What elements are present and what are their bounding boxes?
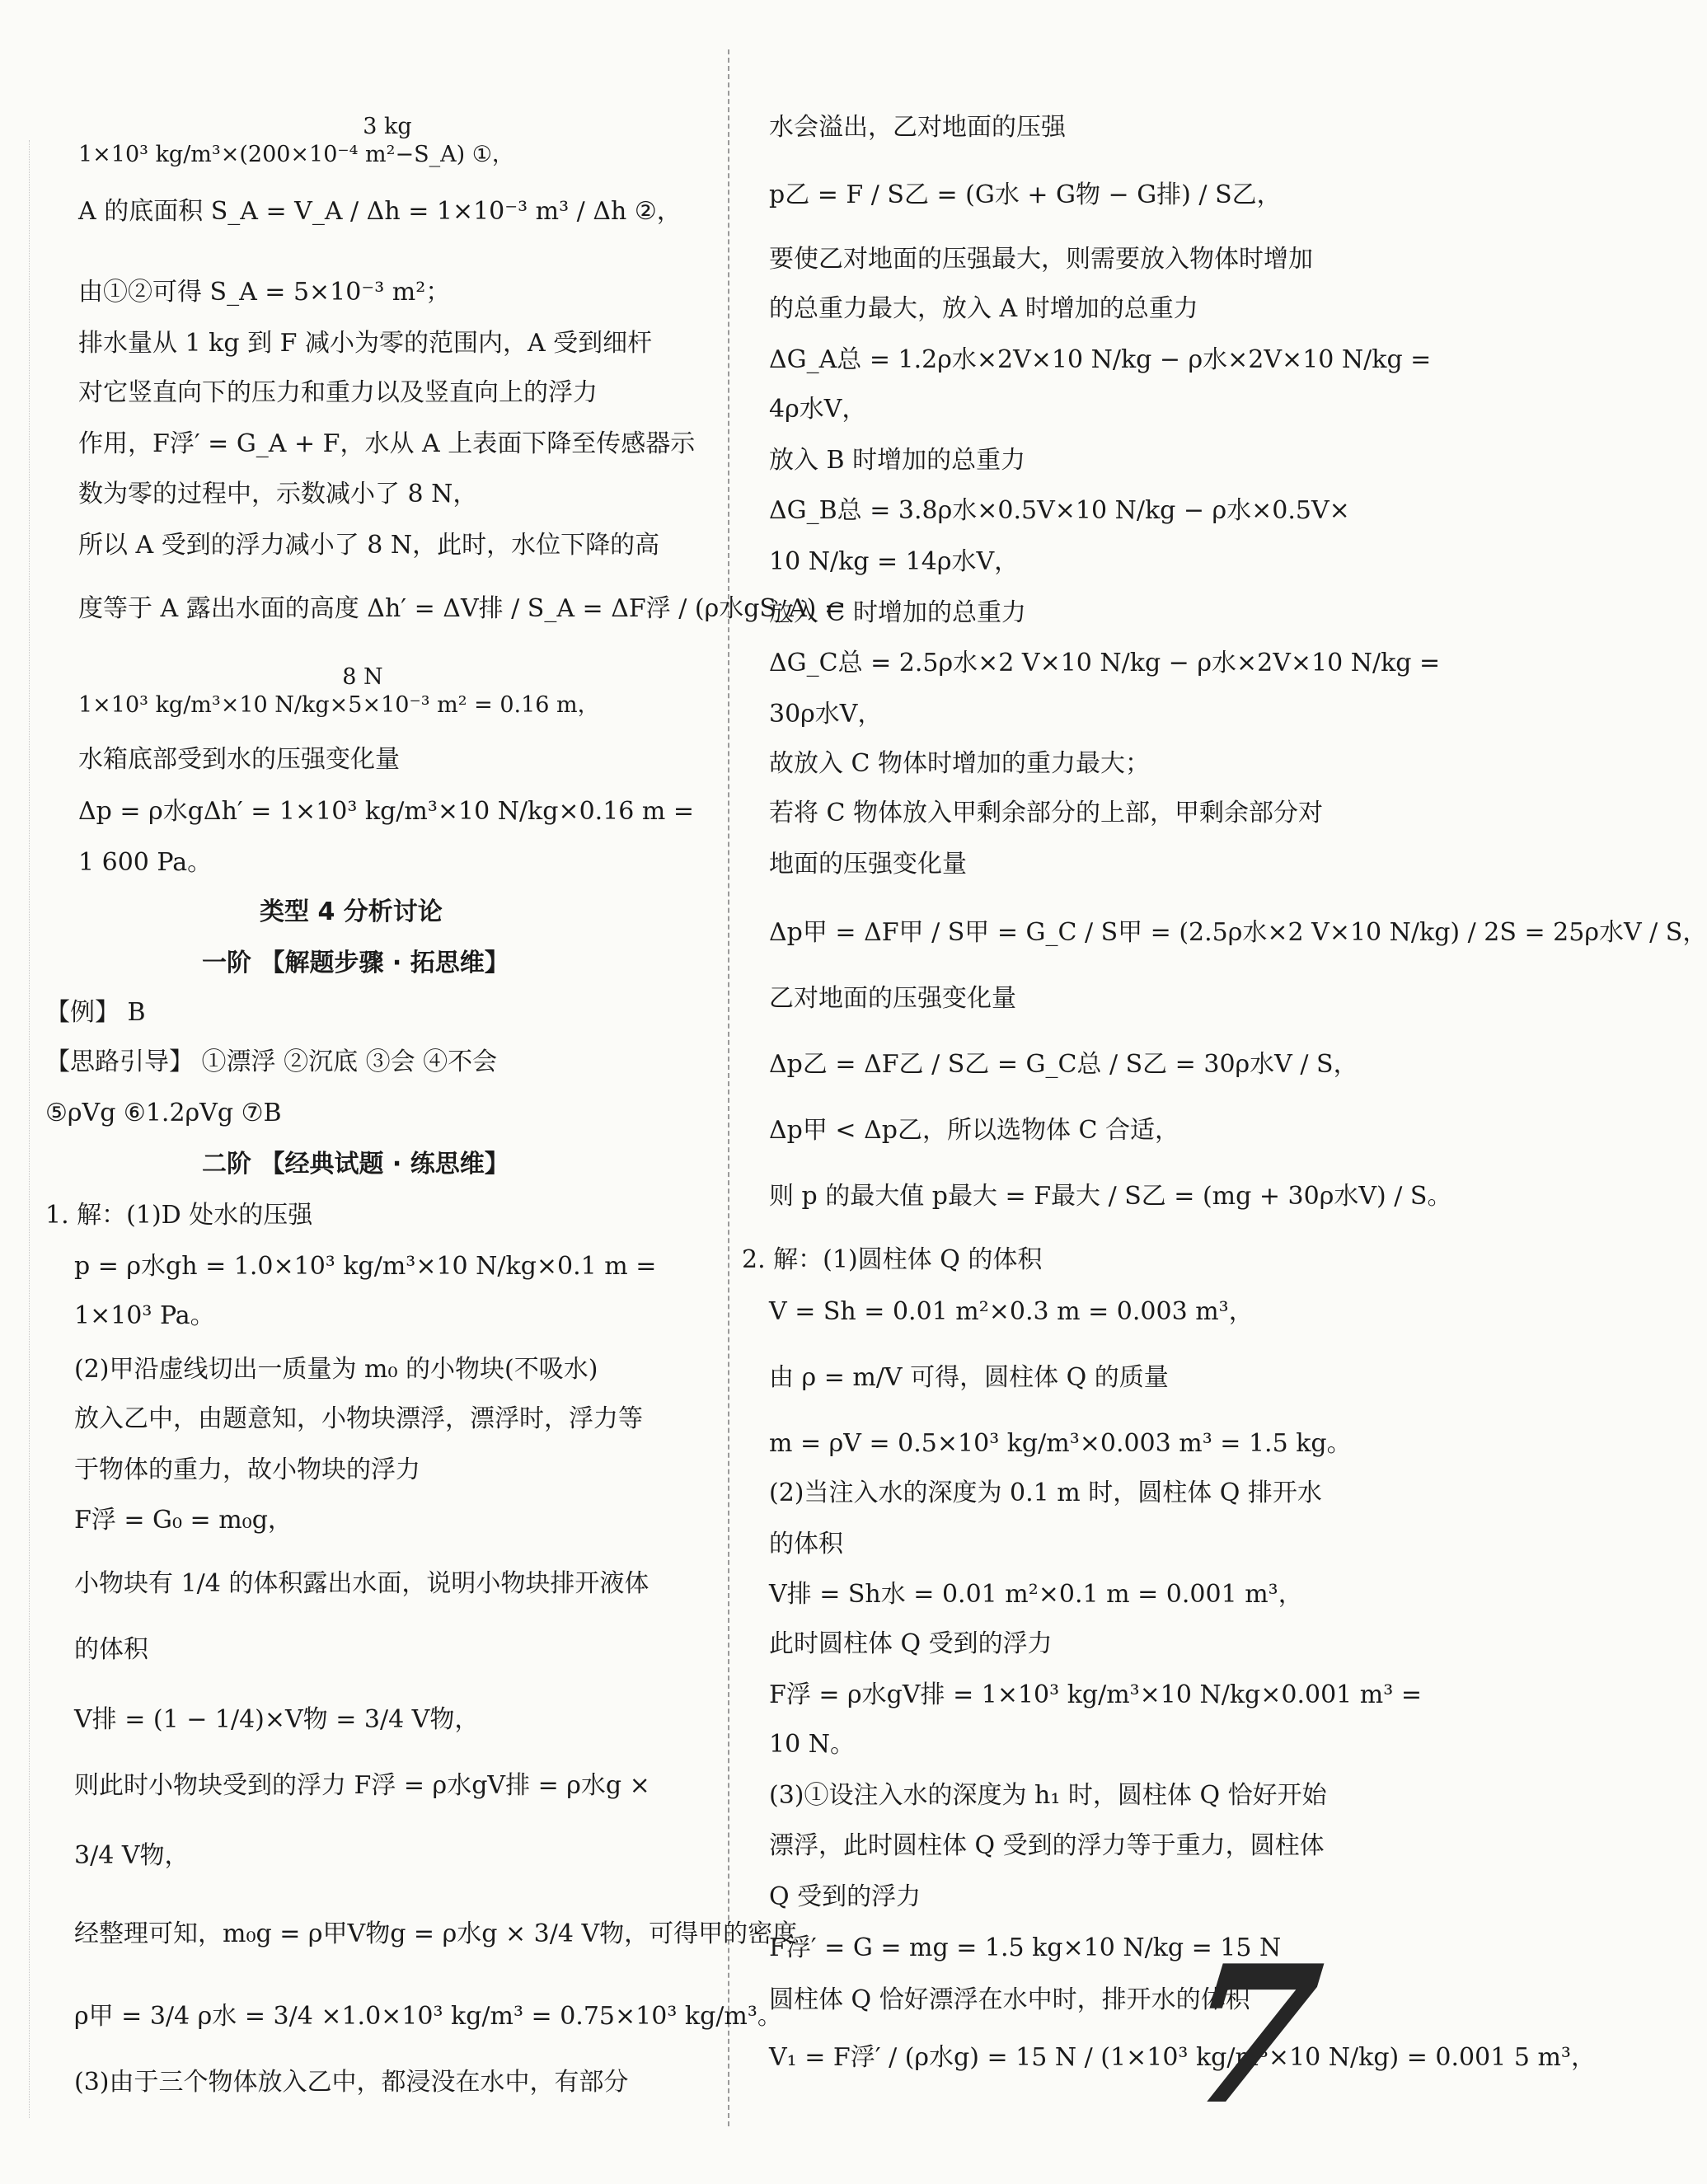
text-line: 由 ρ = m/V 可得，圆柱体 Q 的质量 [769,1363,1169,1392]
text-line: 水会溢出，乙对地面的压强 [769,113,1066,142]
text-line: 1×10³ Pa。 [74,1301,215,1330]
text-line: 所以 A 受到的浮力减小了 8 N，此时，水位下降的高 [78,531,660,560]
text-line: Δp = ρ水gΔh′ = 1×10³ kg/m³×10 N/kg×0.16 m = [78,797,695,826]
hint-line: ⑤ρVg ⑥1.2ρVg ⑦B [45,1099,282,1127]
fraction-denominator: 1×10³ kg/m³×(200×10⁻⁴ m²−S_A) ①， [78,142,514,167]
text-line: 的体积 [769,1530,843,1558]
text-line: F浮 = G₀ = m₀g， [74,1506,293,1535]
text-line: 地面的压强变化量 [769,850,967,879]
text-line: 的总重力最大，放入 A 时增加的总重力 [769,294,1198,323]
example-answer: 【例】 B [45,998,146,1027]
text-line: ΔG_A总 = 1.2ρ水×2V×10 N/kg − ρ水×2V×10 N/kg = [769,345,1432,374]
text-line: (3)①设注入水的深度为 h₁ 时，圆柱体 Q 恰好开始 [769,1781,1327,1810]
text-line: 4ρ水V， [769,395,867,424]
text-line: 放入乙中，由题意知，小物块漂浮，漂浮时，浮力等 [74,1404,643,1433]
text-line: 10 N/kg = 14ρ水V， [769,547,1020,576]
text-line: 作用，F浮′ = G_A + F，水从 A 上表面下降至传感器示 [78,429,696,458]
text-line: 30ρ水V， [769,700,883,729]
fraction-denominator: 1×10³ kg/m³×10 N/kg×5×10⁻³ m² = 0.16 m， [78,692,600,718]
text-line: 漂浮，此时圆柱体 Q 受到的浮力等于重力，圆柱体 [769,1831,1325,1860]
text-line: 圆柱体 Q 恰好漂浮在水中时，排开水的体积 [769,1985,1250,2014]
text-line: V排 = (1 − 1/4)×V物 = 3/4 V物， [74,1705,480,1734]
text-line: 于物体的重力，故小物块的浮力 [74,1455,420,1484]
text-line: A 的底面积 S_A = V_A / Δh = 1×10⁻³ m³ / Δh ②， [78,197,682,226]
text-line: 3/4 V物， [74,1841,190,1870]
text-line: m = ρV = 0.5×10³ kg/m³×0.003 m³ = 1.5 kg。 [769,1429,1352,1458]
text-line: Q 受到的浮力 [769,1882,921,1911]
text-line: 则此时小物块受到的浮力 F浮 = ρ水gV排 = ρ水g × [74,1771,650,1800]
text-line: Δp甲 = ΔF甲 / S甲 = G_C / S甲 = (2.5ρ水×2 V×10 N/kg) / 2S = 25ρ水V / S， [769,918,1707,947]
text-line: Δp乙 = ΔF乙 / S乙 = G_C总 / S乙 = 30ρ水V / S， [769,1050,1358,1079]
fraction-numerator: 3 kg [363,114,412,139]
text-line: 放入 B 时增加的总重力 [769,446,1026,475]
text-line: 1 600 Pa。 [78,848,213,877]
text-line: 对它竖直向下的压力和重力以及竖直向上的浮力 [78,378,598,407]
text-line: F浮′ = G = mg = 1.5 kg×10 N/kg = 15 N [769,1933,1282,1962]
text-line: (2)甲沿虚线切出一质量为 m₀ 的小物块(不吸水) [74,1355,598,1384]
text-line: 数为零的过程中，示数减小了 8 N， [78,480,478,509]
text-line: 度等于 A 露出水面的高度 Δh′ = ΔV排 / S_A = ΔF浮 / (ρ水gS_A) = [78,594,846,623]
text-line: 乙对地面的压强变化量 [769,984,1016,1013]
text-line: 由①②可得 S_A = 5×10⁻³ m²； [78,278,451,307]
section-heading: 类型 4 分析讨论 [260,898,443,926]
text-line: 水箱底部受到水的压强变化量 [78,745,400,774]
text-line: p乙 = F / S乙 = (G水 + G物 − G排) / S乙， [769,180,1282,209]
text-line: 小物块有 1/4 的体积露出水面，说明小物块排开液体 [74,1569,650,1598]
subsection-heading: 二阶 【经典试题 · 练思维】 [202,1150,509,1179]
text-line: 要使乙对地面的压强最大，则需要放入物体时增加 [769,245,1313,274]
hint-line: 【思路引导】 ①漂浮 ②沉底 ③会 ④不会 [45,1047,498,1076]
text-line: 故放入 C 物体时增加的重力最大； [769,749,1151,778]
text-line: 若将 C 物体放入甲剩余部分的上部，甲剩余部分对 [769,799,1324,827]
text-line: ΔG_B总 = 3.8ρ水×0.5V×10 N/kg − ρ水×0.5V× [769,496,1350,525]
text-line: 的体积 [74,1635,148,1664]
fraction-numerator: 8 N [342,664,383,690]
subsection-heading: 一阶 【解题步骤 · 拓思维】 [202,949,509,977]
text-line: V排 = Sh水 = 0.01 m²×0.1 m = 0.001 m³， [769,1580,1303,1609]
text-line: (2)当注入水的深度为 0.1 m 时，圆柱体 Q 排开水 [769,1479,1322,1507]
text-line: Δp甲 < Δp乙，所以选物体 C 合适， [769,1116,1179,1145]
text-line: F浮 = ρ水gV排 = 1×10³ kg/m³×10 N/kg×0.001 m³ = [769,1680,1422,1709]
right-column [742,0,1707,2184]
page-number: 7 [1175,1924,1331,2147]
text-line: V = Sh = 0.01 m²×0.3 m = 0.003 m³， [769,1297,1254,1326]
text-line: ΔG_C总 = 2.5ρ水×2 V×10 N/kg − ρ水×2V×10 N/kg = [769,649,1441,677]
text-line: 经整理可知，m₀g = ρ甲V物g = ρ水g × 3/4 V物，可得甲的密度 [74,1919,798,1948]
text-line: 放入 C 时增加的总重力 [769,598,1027,627]
text-line: 10 N。 [769,1730,855,1759]
text-line: 则 p 的最大值 p最大 = F最大 / S乙 = (mg + 30ρ水V) / S。 [769,1182,1452,1211]
solution-start: 1. 解：(1)D 处水的压强 [45,1201,313,1230]
text-line: ρ甲 = 3/4 ρ水 = 3/4 ×1.0×10³ kg/m³ = 0.75×10³ kg/m³。 [74,2002,782,2031]
text-line: 排水量从 1 kg 到 F 减小为零的范围内，A 受到细杆 [78,329,653,358]
solution-start: 2. 解：(1)圆柱体 Q 的体积 [742,1245,1043,1274]
text-line: (3)由于三个物体放入乙中，都浸没在水中，有部分 [74,2068,629,2097]
text-line: V₁ = F浮′ / (ρ水g) = 15 N / (1×10³ kg/m³×10 N/kg) = 0.001 5 m³， [769,2043,1596,2072]
text-line: 此时圆柱体 Q 受到的浮力 [769,1629,1053,1658]
text-line: p = ρ水gh = 1.0×10³ kg/m³×10 N/kg×0.1 m = [74,1252,657,1281]
